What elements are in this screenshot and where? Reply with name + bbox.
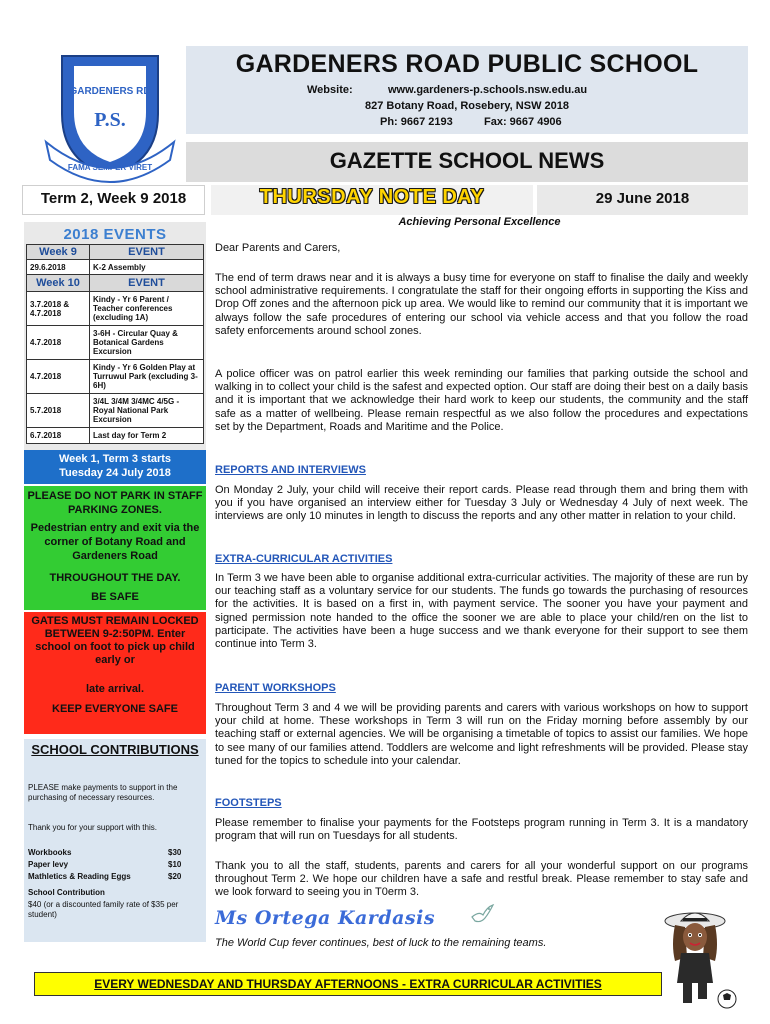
event-desc: Kindy - Yr 6 Parent / Teacher conferences (excluding 1A) <box>90 292 204 326</box>
worldcup-note: The World Cup fever continues, best of luck to the remaining teams. <box>215 937 547 949</box>
week10-header: Week 10 <box>27 275 90 292</box>
school-motto: Achieving Personal Excellence <box>398 216 561 228</box>
bird-icon <box>469 903 495 927</box>
term-week: Term 2, Week 9 2018 <box>40 190 187 207</box>
event-desc: 3/4L 3/4M 3/4MC 4/5G - Royal National Park Excursion <box>90 394 204 428</box>
event-date: 4.7.2018 <box>27 326 90 360</box>
paragraph: In Term 3 we have been able to organise additional extra-curricular activities. The majority of these are run by our teaching staff as a voluntary service for our students. The funds go towards the purchasing of resources for the activities. It is based on a first in, with payment service. The sooner you have your payment and signed permission note handed to the office the sooner we are able to place your child/ren on the list to participate. The activities have been a huge success and we thank everyone for their support to see them continue into Term 3. <box>215 572 748 651</box>
note-day-title: THURSDAY NOTE DAY <box>259 186 485 208</box>
fee-label: Paper levy <box>28 860 69 869</box>
table-row <box>27 428 204 444</box>
event-desc: 3-6H - Circular Quay & Botanical Gardens Excursion <box>90 326 204 360</box>
greeting: Dear Parents and Carers, <box>215 242 341 254</box>
table-row <box>27 360 204 394</box>
event-date: 4.7.2018 <box>27 360 90 394</box>
section-heading-extra: EXTRA-CURRICULAR ACTIVITIES <box>215 553 393 565</box>
logo-motto: FAMA SEMPER VIRET <box>67 163 153 172</box>
parking-line3: THROUGHOUT THE DAY. <box>49 572 181 584</box>
parking-line2: Pedestrian entry and exit via the corner of Botany Road and Gardeners Road <box>30 522 200 562</box>
principal-signature: Ms Ortega Kardasis <box>215 907 436 929</box>
event-header: EVENT <box>90 275 204 292</box>
table-row <box>27 326 204 360</box>
table-row <box>27 260 204 275</box>
paragraph: Please remember to finalise your payments for the Footsteps program running in Term 3. It is a mandatory program that will run on Tuesdays for all students. <box>215 817 748 843</box>
gates-line1: GATES MUST REMAIN LOCKED BETWEEN 9-2:50PM. Enter school on foot to pick up child early or <box>31 615 199 666</box>
event-header: EVENT <box>90 245 204 260</box>
school-name: GARDENERS ROAD PUBLIC SCHOOL <box>235 50 699 78</box>
paragraph: Throughout Term 3 and 4 we will be providing parents and carers with various workshops on how to support your child at home. These workshops in Term 3 will run on the Friday morning before assembly by our teaching staff or external agencies. We will be organising a timetable of topics to assist our families. We hope to see many of our families attend. Toddlers are welcome and light refreshments will be provided. Please stay tuned for the topics to schedule into your calendar. <box>215 702 748 767</box>
logo-top-text: GARDENERS RD <box>69 86 151 97</box>
table-row <box>27 394 204 428</box>
contributions-text: PLEASE make payments to support in the purchasing of necessary resources. <box>28 783 178 802</box>
fee-amount: $30 <box>168 848 182 857</box>
section-heading-footsteps: FOOTSTEPS <box>215 797 282 809</box>
week9-header: Week 9 <box>27 245 90 260</box>
events-title: 2018 EVENTS <box>63 226 167 243</box>
event-desc: Kindy - Yr 6 Golden Play at Turruwul Park (excluding 3-6H) <box>90 360 204 394</box>
fee-amount: $20 <box>168 872 182 881</box>
contributions-thanks: Thank you for your support with this. <box>28 823 157 832</box>
event-date: 3.7.2018 & 4.7.2018 <box>27 292 90 326</box>
event-date: 29.6.2018 <box>27 260 90 275</box>
term3-line2: Tuesday 24 July 2018 <box>59 467 171 479</box>
issue-date: 29 June 2018 <box>595 190 690 207</box>
term3-start-notice <box>24 450 206 484</box>
contributions-title: SCHOOL CONTRIBUTIONS <box>31 742 199 757</box>
event-desc: Last day for Term 2 <box>90 428 204 444</box>
section-heading-parent: PARENT WORKSHOPS <box>215 682 336 694</box>
parking-line4: BE SAFE <box>91 591 139 603</box>
gates-line3: KEEP EVERYONE SAFE <box>52 703 178 715</box>
gazette-title: GAZETTE SCHOOL NEWS <box>329 148 605 173</box>
paragraph: A police officer was on patrol earlier this week reminding our families that parking outside the school and walking in to collect your child is the safest and expected option. Our staff are doing their best on a daily basis and it is important that we acknowledge their hard work to keep our students, the community and the staff safe as a matter of wellbeing. Please remain respectful as we also follow the procedures and expectations set by the Department, Roads and Maritime and the Police. <box>215 368 748 433</box>
website-link[interactable]: www.gardeners-p.schools.nsw.edu.au <box>388 84 588 96</box>
section-heading-reports: REPORTS AND INTERVIEWS <box>215 464 366 476</box>
fee-amount: $10 <box>168 860 182 869</box>
paragraph: Thank you to all the staff, students, parents and carers for all your wonderful support on our programs throughout Term 2. We hope our children have a safe and restful break. Please remember to stay safe and we look forward to seeing you in T0erm 3. <box>215 860 748 899</box>
school-phone: Ph: 9667 2193 <box>380 116 453 128</box>
school-address: 827 Botany Road, Rosebery, NSW 2018 <box>365 100 569 112</box>
event-desc: K-2 Assembly <box>90 260 204 275</box>
paragraph: The end of term draws near and it is always a busy time for everyone on staff to finalise the daily and weekly school administrative requirements. I congratulate the staff for their ongoing efforts in supporting the Kiss and Drop Off zones and the afternoon pick up area. We would like to remind our community that it is important we always follow the safe procedures of entering our school via vehicle access and that you follow the road safety enforcements around school zones. <box>215 272 748 337</box>
fee-label: Mathletics & Reading Eggs <box>28 872 131 881</box>
events-table <box>26 244 204 444</box>
gates-line2: late arrival. <box>85 683 145 695</box>
school-crest-logo <box>40 44 180 184</box>
fee-label: Workbooks <box>28 848 72 857</box>
table-row <box>27 292 204 326</box>
event-date: 5.7.2018 <box>27 394 90 428</box>
contribution-note: $40 (or a discounted family rate of $35 per student) <box>28 900 179 919</box>
contribution-label: School Contribution <box>28 888 105 897</box>
paragraph: On Monday 2 July, your child will receive their report cards. Please read through them and bring them with you if you have organised an interview either for Tuesday 3 July or Wednesday 4 July of next week. The interviews are only 10 minutes in length to discuss the reports and any other matter in relation to your child. <box>215 484 748 523</box>
term3-line1: Week 1, Term 3 starts <box>58 453 172 465</box>
logo-initials: P.S. <box>94 109 126 131</box>
extra-curricular-banner-text: EVERY WEDNESDAY AND THURSDAY AFTERNOONS - EXTRA CURRICULAR ACTIVITIES <box>94 977 602 991</box>
parking-line1: PLEASE DO NOT PARK IN STAFF PARKING ZONES. <box>27 490 203 516</box>
website-label: Website: <box>307 84 353 96</box>
event-date: 6.7.2018 <box>27 428 90 444</box>
school-fax: Fax: 9667 4906 <box>484 116 562 128</box>
